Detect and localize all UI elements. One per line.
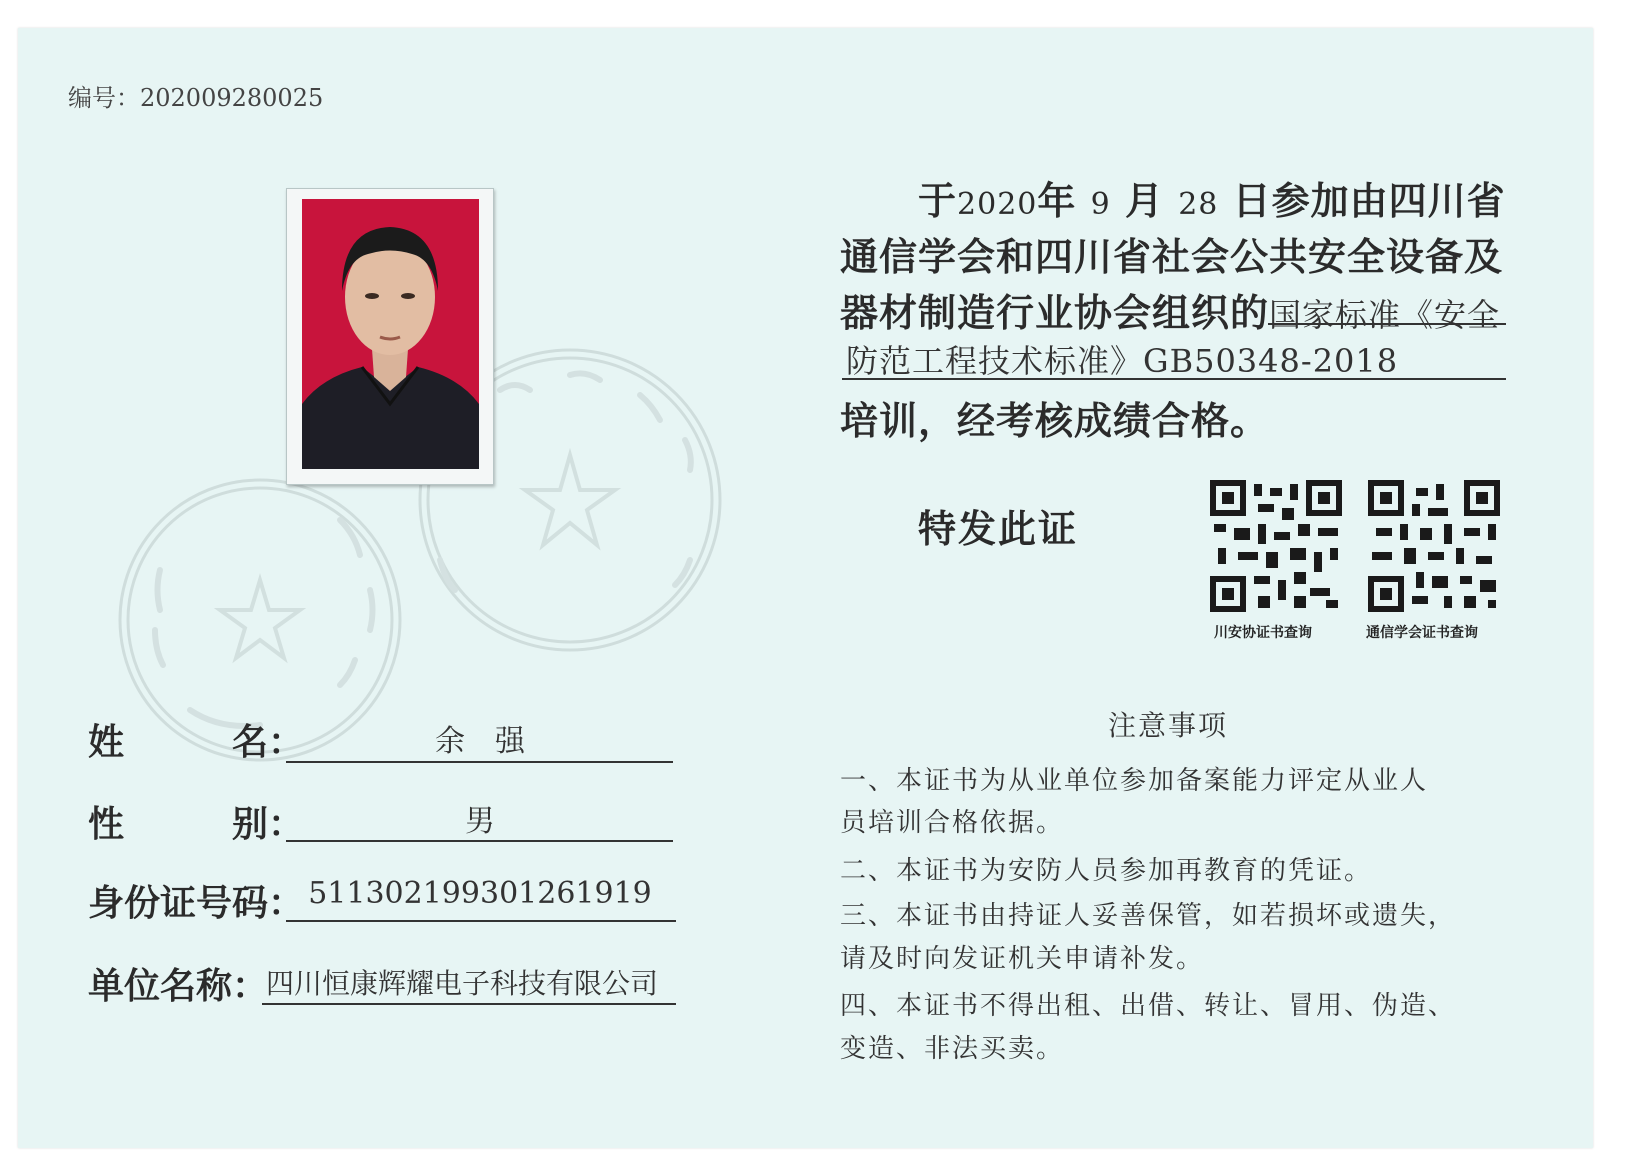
name-underline xyxy=(286,761,673,763)
gender-label-b: 别： xyxy=(232,803,305,845)
notes-title: 注意事项 xyxy=(1108,709,1229,742)
qr-code-icon[interactable] xyxy=(1368,480,1500,612)
qr-caption-1: 川安协证书查询 xyxy=(1214,625,1312,641)
statement-line-3-prefix: 器材制造行业协会组织的 xyxy=(840,290,1270,335)
note-line: 请及时向发证机关申请补发。 xyxy=(840,944,1205,974)
gender-value: 男 xyxy=(465,804,495,839)
id-number-underline xyxy=(286,920,676,922)
serial-value: 202009280025 xyxy=(140,84,324,112)
note-line: 员培训合格依据。 xyxy=(840,808,1065,838)
statement-year-unit: 年 xyxy=(1037,178,1077,223)
id-photo-frame xyxy=(286,188,494,485)
statement-course-part-1: 国家标准《安全 xyxy=(1269,296,1501,334)
company-underline xyxy=(262,1003,676,1005)
id-photo xyxy=(302,199,479,469)
id-number-value: 511302199301261919 xyxy=(308,876,652,911)
qr-code-icon[interactable] xyxy=(1210,480,1342,612)
statement-day-unit: 日参加由四川省 xyxy=(1232,178,1506,223)
statement-line-4 xyxy=(846,336,1398,382)
company-label: 单位名称： xyxy=(88,965,269,1007)
statement-month: 9 xyxy=(1090,187,1111,222)
statement-line-1 xyxy=(918,170,1506,225)
serial-number xyxy=(68,78,323,113)
statement-line-2: 通信学会和四川省社会公共安全设备及 xyxy=(840,234,1504,279)
course-underline-1 xyxy=(1268,323,1506,325)
company-value: 四川恒康辉耀电子科技有限公司 xyxy=(266,967,659,1000)
course-underline-2 xyxy=(842,378,1506,380)
note-line: 四、本证书不得出租、出借、转让、冒用、伪造、 xyxy=(840,991,1457,1021)
statement-month-unit: 月 xyxy=(1124,178,1164,223)
name-value: 余 强 xyxy=(435,724,525,759)
statement-year: 2020 xyxy=(957,187,1038,222)
special-issue-text: 特发此证 xyxy=(918,506,1079,551)
note-line: 三、本证书由持证人妥善保管，如若损坏或遗失， xyxy=(840,901,1457,931)
statement-day: 28 xyxy=(1178,187,1219,222)
statement-course-part-2: 防范工程技术标准》GB50348-2018 xyxy=(846,342,1399,380)
serial-label: 编号： xyxy=(68,84,140,112)
note-line: 二、本证书为安防人员参加再教育的凭证。 xyxy=(840,856,1373,886)
name-label-a: 姓 xyxy=(88,721,125,763)
note-line: 变造、非法买卖。 xyxy=(840,1034,1065,1064)
statement-line-5: 培训，经考核成绩合格。 xyxy=(840,398,1270,443)
id-number-label: 身份证号码： xyxy=(88,882,305,924)
statement-line-3 xyxy=(840,282,1500,337)
statement-prefix: 于 xyxy=(918,178,958,223)
qr-caption-2: 通信学会证书查询 xyxy=(1366,625,1478,641)
note-line: 一、本证书为从业单位参加备案能力评定从业人 xyxy=(840,766,1429,796)
gender-underline xyxy=(286,840,673,842)
name-label-b: 名： xyxy=(232,721,305,763)
gender-label-a: 性 xyxy=(88,803,125,845)
